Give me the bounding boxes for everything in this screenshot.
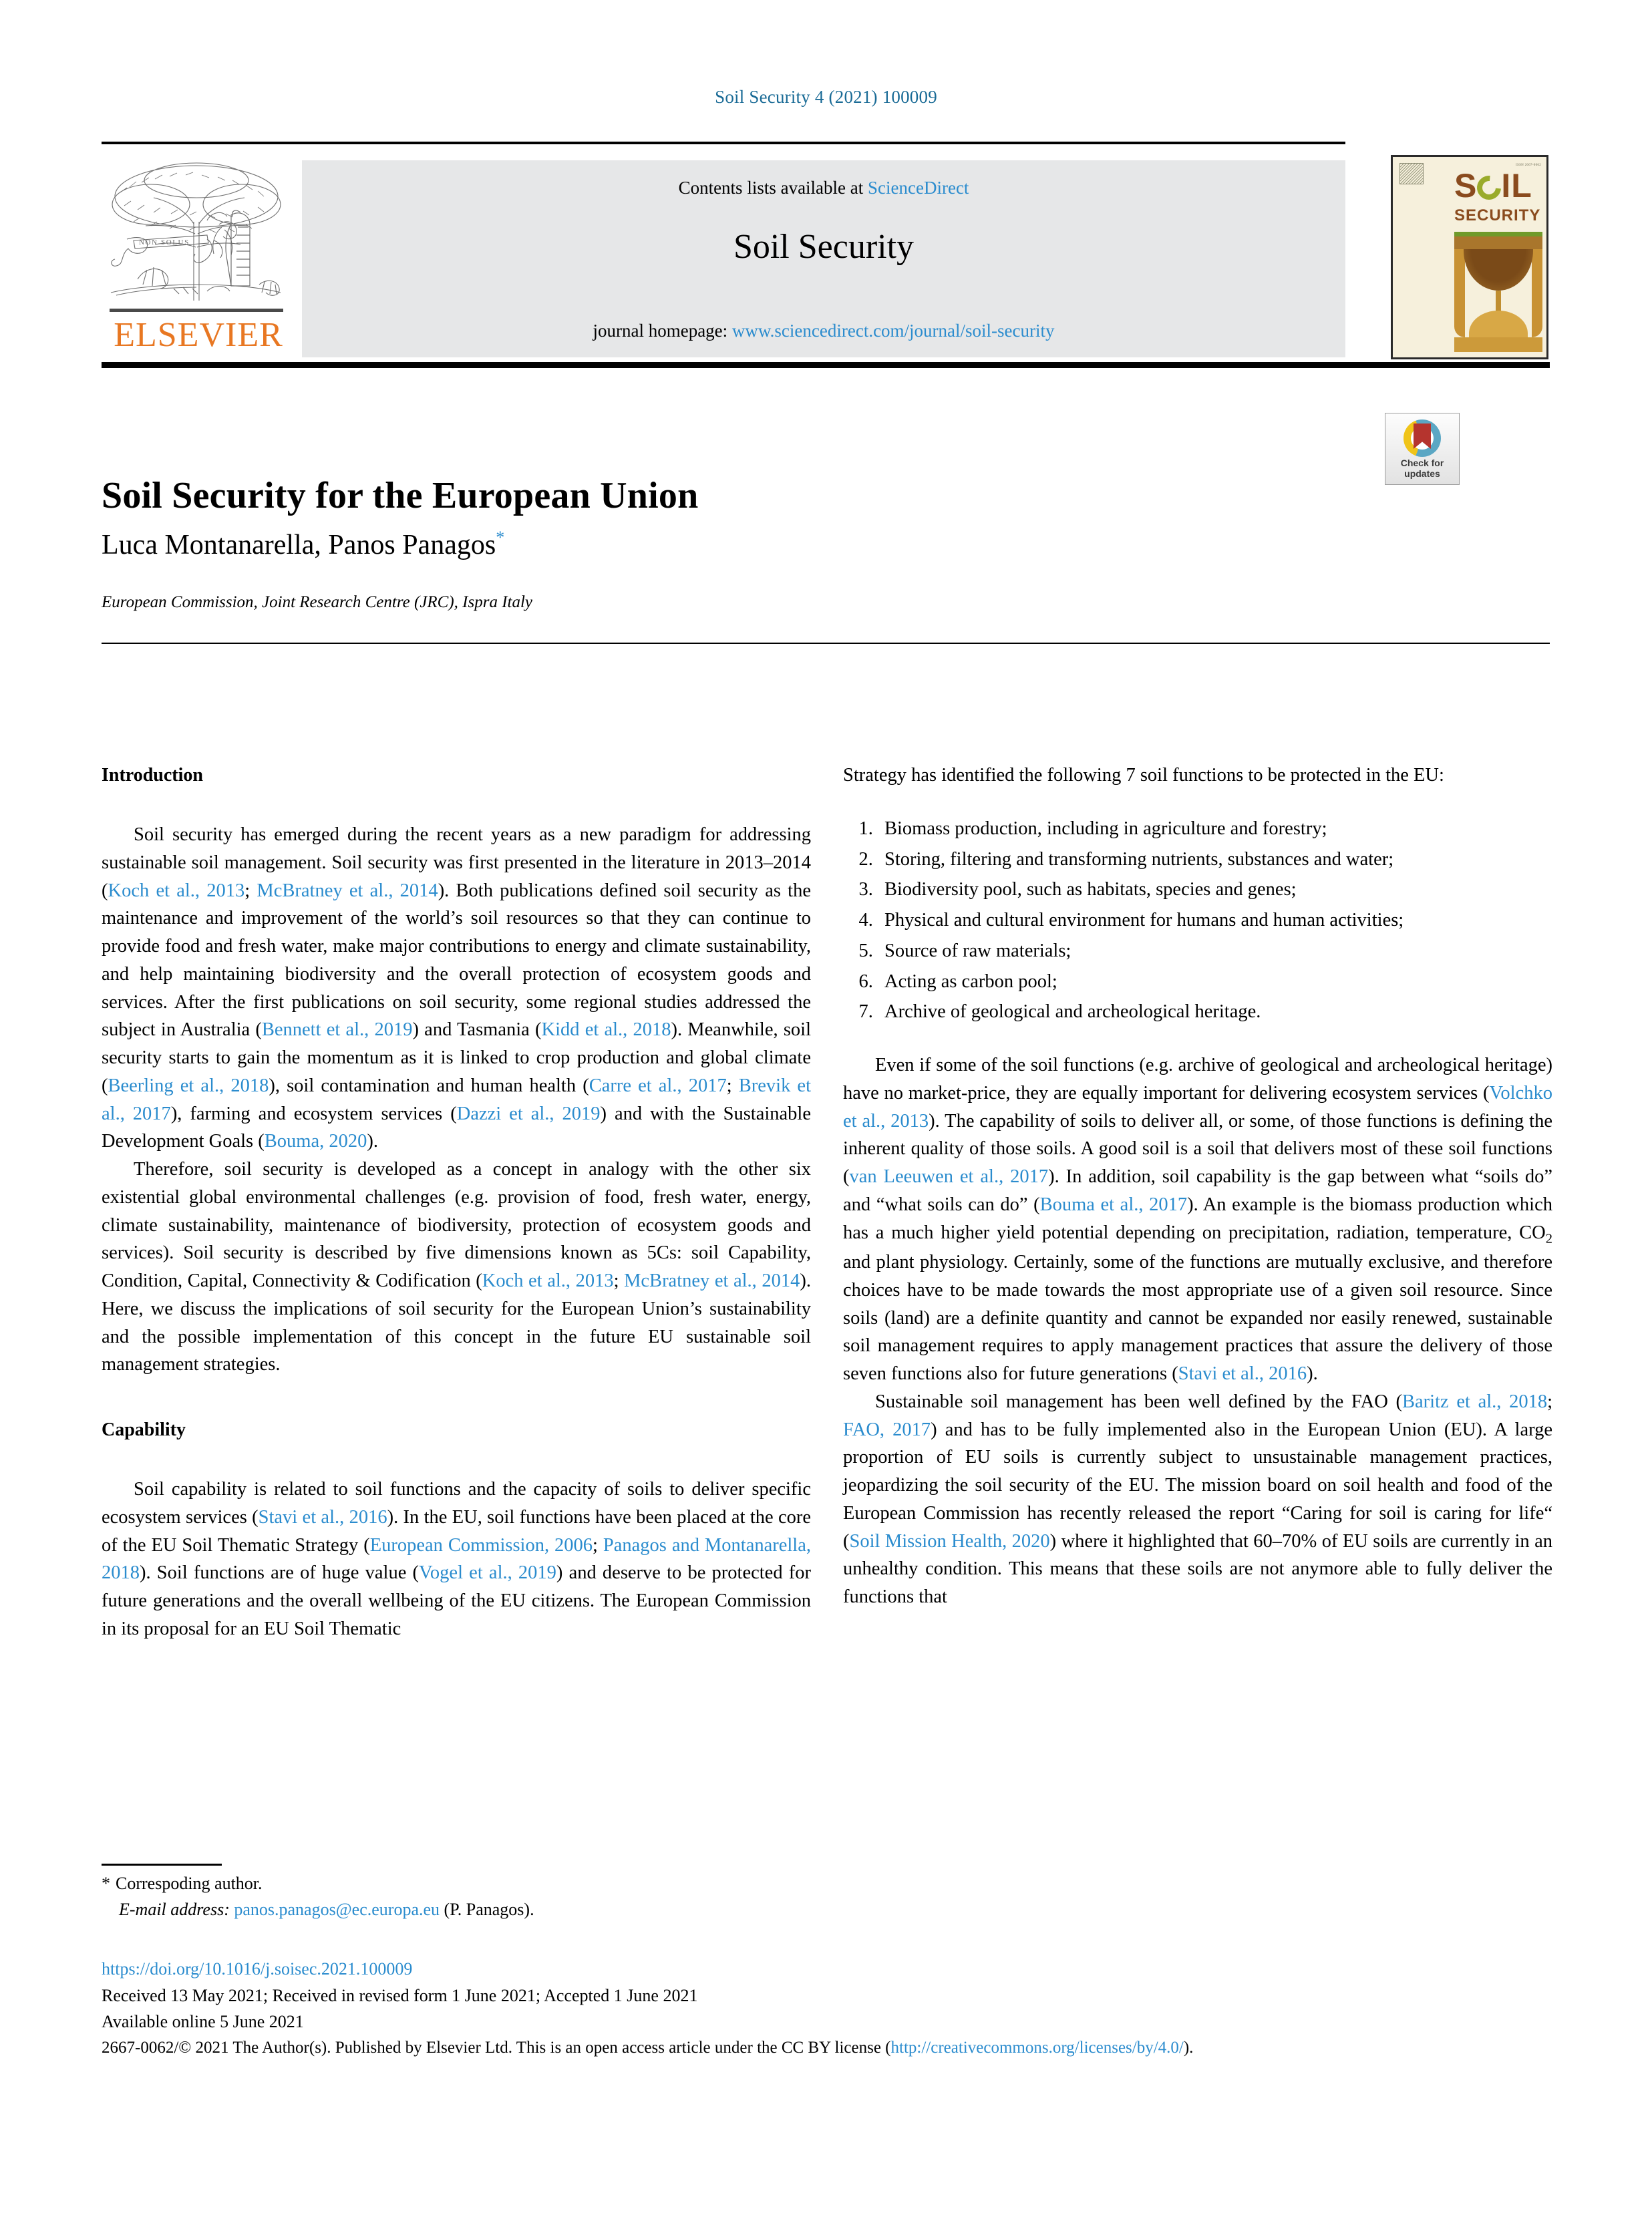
hourglass-base (1454, 337, 1542, 352)
text-run: ). (1307, 1363, 1318, 1385)
text-run: Therefore, soil security is developed as a concept in analogy with the other six existential global environmental challenges (e.g. provision of food, fresh water, energy, climate sustainability, maintenance of biodiversity, protection of ecosystem goods and services). Soil security is described by five dimensions known as 5Cs: soil Capability, Condition, Capital, Connectivity & Codification ( (102, 1159, 811, 1292)
crossmark-bookmark-icon (1414, 423, 1431, 449)
text-run: ), soil contamination and human health ( (269, 1075, 589, 1096)
text-run: Soil security has emerged during the recent years as a new paradigm for addressing sustainable soil management. Soil security was first presented in the literature in 2013–2014 ( (102, 824, 811, 901)
list-item: 4. Physical and cultural environment for humans and human activities; (878, 906, 1552, 934)
crossmark-ring-icon (1403, 419, 1441, 457)
doi-link[interactable]: https://doi.org/10.1016/j.soisec.2021.100009 (102, 1959, 413, 1979)
license-link[interactable]: http://creativecommons.org/licenses/by/4.0/ (890, 2038, 1184, 2057)
author-list (102, 528, 504, 561)
citation-link[interactable]: McBratney et al., 2014 (624, 1270, 800, 1292)
text-run: ) and Tasmania ( (412, 1019, 542, 1041)
citation-link[interactable]: Panagos and Montanarella, 2018 (102, 1534, 811, 1584)
contents-available-label: Contents lists available at (678, 178, 868, 198)
text-run: ). The capability of soils to deliver all, or some, of those functions is defining the inherent quality of those soils. A good soil is a soil that delivers most of these soil functions ( (843, 1110, 1552, 1187)
masthead-body (102, 154, 1345, 354)
svg-text:NON SOLUS: NON SOLUS (139, 238, 190, 246)
list-item: 3. Biodiversity pool, such as habitats, species and genes; (878, 876, 1552, 904)
hourglass-left-frame (1454, 249, 1465, 337)
text-run: ), farming and ecosystem services ( (170, 1103, 457, 1124)
contents-available-line (302, 178, 1345, 198)
elsevier-tree-icon (107, 160, 286, 309)
text-run: ) and deserve to be protected for future generations and the overall wellbeing of the EU citizens. The European Commission in its proposal for an EU Soil Thematic (102, 1562, 811, 1639)
author-names: Luca Montanarella, Panos Panagos (102, 530, 496, 560)
list-item: 2. Storing, filtering and transforming nutrients, substances and water; (878, 846, 1552, 874)
citation-link[interactable]: McBratney et al., 2014 (257, 880, 438, 901)
affiliation: European Commission, Joint Research Centre (JRC), Ispra Italy (102, 593, 533, 611)
soil-functions-list (843, 815, 1552, 1026)
text-run: ). Both publications defined soil security as the maintenance and improvement of the world’s soil resources so that they can continue to provide food and fresh water, make major contributions to energy and climate sustainability, and help maintaining biodiversity and the overall protection of ecosystem goods and services. After the first publications on soil security, some regional studies addressed the subject in Australia ( (102, 880, 811, 1041)
cover-soil-wordmark (1454, 169, 1532, 202)
crossmark-label (1385, 458, 1459, 479)
text-run: ) and has to be fully implemented also in the European Union (EU). A large proportion of EU soils is currently subject to unsustainable management practices, jeopardizing the soil security of the EU. The mission board on soil health and food of the European Commission has recently released the report “Caring for soil is caring for life“ ( (843, 1419, 1553, 1552)
section-heading-capability: Capability (102, 1419, 186, 1441)
text-run: ; (1547, 1391, 1552, 1412)
list-item: 7. Archive of geological and archeological heritage. (878, 998, 1552, 1026)
citation-link[interactable]: Bouma et al., 2017 (1039, 1194, 1188, 1215)
text-run: ) where it highlighted that 60–70% of EU soils are currently in an unhealthy condition. This means that these soils are not anymore able to fully deliver the functions that (843, 1530, 1552, 1608)
paragraph: Strategy has identified the following 7 soil functions to be protected in the EU: (843, 765, 1444, 786)
citation-link[interactable]: Bennett et al., 2019 (261, 1019, 413, 1041)
text-run: ; (593, 1534, 603, 1556)
available-online-date: Available online 5 June 2021 (102, 2012, 304, 2032)
email-note (102, 1896, 811, 1922)
paragraph (843, 1388, 1552, 1611)
list-item: 1. Biomass production, including in agriculture and forestry; (878, 815, 1552, 843)
body-column-right (843, 761, 1552, 1611)
corresponding-author-marker: * (496, 528, 505, 547)
email-owner: (P. Panagos). (444, 1900, 534, 1919)
citation-link[interactable]: Koch et al., 2013 (108, 880, 245, 901)
paragraph (102, 1476, 811, 1643)
citation-link[interactable]: Beerling et al., 2018 (108, 1075, 269, 1096)
text-run: ; (244, 880, 257, 901)
journal-info-box (302, 160, 1345, 357)
paragraph (102, 1156, 811, 1379)
citation-link[interactable]: Stavi et al., 2016 (258, 1506, 387, 1528)
citation-link[interactable]: Koch et al., 2013 (482, 1270, 614, 1292)
journal-cover-thumbnail (1391, 155, 1548, 359)
journal-homepage-label: journal homepage: (593, 321, 732, 341)
paragraph (102, 821, 811, 1156)
footer-block (102, 1956, 1558, 2061)
journal-title: Soil Security (733, 228, 915, 266)
page-title: Soil Security for the European Union (102, 474, 699, 516)
body-column-left (102, 761, 811, 1643)
cover-issn: ISSN 2667-0062 (1516, 164, 1541, 167)
citation-link[interactable]: van Leeuwen et al., 2017 (849, 1166, 1049, 1187)
text-run: Even if some of the soil functions (e.g. archive of geological and archeological heritage) have no market-price, they are equally important for delivering ecosystem services ( (843, 1055, 1552, 1103)
crossmark-label-line2: updates (1404, 468, 1440, 479)
text-run: ). Here, we discuss the implications of soil security for the European Union’s sustainability and the possible implementation of this concept in the future EU sustainable soil management strategies. (102, 1270, 811, 1375)
citation-link[interactable]: Soil Mission Health, 2020 (849, 1530, 1050, 1552)
crossmark-label-line1: Check for (1400, 458, 1444, 468)
citation-link[interactable]: Volchko et al., 2013 (843, 1082, 1552, 1132)
citation-link[interactable]: FAO, 2017 (843, 1419, 931, 1440)
cover-soil-s: S (1454, 167, 1478, 204)
text-run: ). Soil functions are of huge value ( (140, 1562, 420, 1584)
footnote-rule (102, 1864, 222, 1866)
hourglass-right-frame (1532, 249, 1542, 337)
corresponding-author-text: Correspoding author. (116, 1874, 263, 1893)
copyright-text-end: ). (1183, 2038, 1194, 2057)
sciencedirect-link[interactable]: ScienceDirect (868, 178, 969, 198)
running-head: Soil Security 4 (2021) 100009 (715, 87, 937, 107)
elsevier-logo (102, 160, 295, 357)
copyright-line (102, 2035, 1558, 2061)
text-run: Soil capability is related to soil functions and the capacity of soils to deliver specific ecosystem services ( (102, 1479, 811, 1528)
journal-homepage-line (302, 321, 1345, 341)
check-for-updates-badge[interactable] (1385, 413, 1460, 485)
text-run: ). In addition, soil capability is the gap between what “soils do” and “what soils can do” ( (843, 1166, 1552, 1215)
text-run: and plant physiology. Certainly, some of the functions are mutually exclusive, and therefore choices have to be made towards the most appropriate use of a given soil resource. Since soils (land) are a definite quantity and cannot be expanded nor easily renewed, sustainable soil management requires to apply management practices that assure the delivery of those seven functions also for future generations ( (843, 1252, 1552, 1385)
citation-link[interactable]: Baritz et al., 2018 (1402, 1391, 1548, 1412)
paragraph (843, 1051, 1552, 1388)
elsevier-wordmark: ELSEVIER (114, 316, 283, 354)
text-run: ). (367, 1131, 378, 1152)
masthead-bottom-rule (102, 362, 1550, 368)
email-label: E-mail address: (119, 1900, 230, 1919)
email-link[interactable]: panos.panagos@ec.europa.eu (234, 1900, 440, 1919)
received-dates: Received 13 May 2021; Received in revised form 1 June 2021; Accepted 1 June 2021 (102, 1985, 698, 2005)
cover-elsevier-mark-icon (1399, 163, 1424, 184)
text-run: ). Meanwhile, soil security starts to gain the momentum as it is linked to crop production and global climate ( (102, 1019, 812, 1096)
hourglass-upper-sand (1464, 249, 1533, 291)
hourglass-top-soil-layer (1454, 232, 1542, 249)
journal-homepage-link[interactable]: www.sciencedirect.com/journal/soil-security (731, 321, 1055, 341)
elsevier-logo-baseline (110, 309, 283, 312)
text-run: ) and with the Sustainable Development Goals ( (102, 1103, 811, 1152)
list-item: 6. Acting as carbon pool; (878, 968, 1552, 996)
citation-link[interactable]: Brevik et al., 2017 (102, 1075, 811, 1124)
citation-link[interactable]: Carre et al., 2017 (589, 1075, 727, 1096)
citation-link[interactable]: Vogel et al., 2019 (419, 1562, 556, 1584)
citation-link[interactable]: European Commission, 2006 (369, 1534, 593, 1556)
masthead-top-rule (102, 142, 1345, 144)
copyright-text: 2667-0062/© 2021 The Author(s). Published by Elsevier Ltd. This is an open access article under the CC BY license ( (102, 2038, 891, 2057)
text-run: ; (726, 1075, 739, 1096)
corresponding-author-note (102, 1870, 811, 1896)
footnote-star-marker: * (102, 1874, 110, 1893)
section-heading-introduction: Introduction (102, 765, 203, 786)
title-block-rule (102, 643, 1550, 644)
cover-soil-il: IL (1501, 167, 1532, 204)
citation-link[interactable]: Dazzi et al., 2019 (456, 1103, 601, 1124)
text-run: Sustainable soil management has been well defined by the FAO ( (875, 1391, 1403, 1412)
citation-link[interactable]: Kidd et al., 2018 (541, 1019, 671, 1041)
cover-security-wordmark: SECURITY (1454, 206, 1541, 224)
footnote-block (102, 1870, 811, 1922)
text-run: ). In the EU, soil functions have been placed at the core of the EU Soil Thematic Strategy ( (102, 1506, 811, 1556)
co2-subscript: 2 (1545, 1231, 1552, 1246)
list-item: 5. Source of raw materials; (878, 937, 1552, 965)
citation-link[interactable]: Stavi et al., 2016 (1178, 1363, 1307, 1385)
citation-link[interactable]: Bouma, 2020 (264, 1131, 367, 1152)
hourglass-lower-sand (1469, 311, 1528, 337)
text-run: ). An example is the biomass production which has a much higher yield potential depending on precipitation, radiation, temperature, CO (843, 1194, 1552, 1243)
text-run: ; (613, 1270, 625, 1292)
hourglass-icon (1454, 232, 1542, 352)
